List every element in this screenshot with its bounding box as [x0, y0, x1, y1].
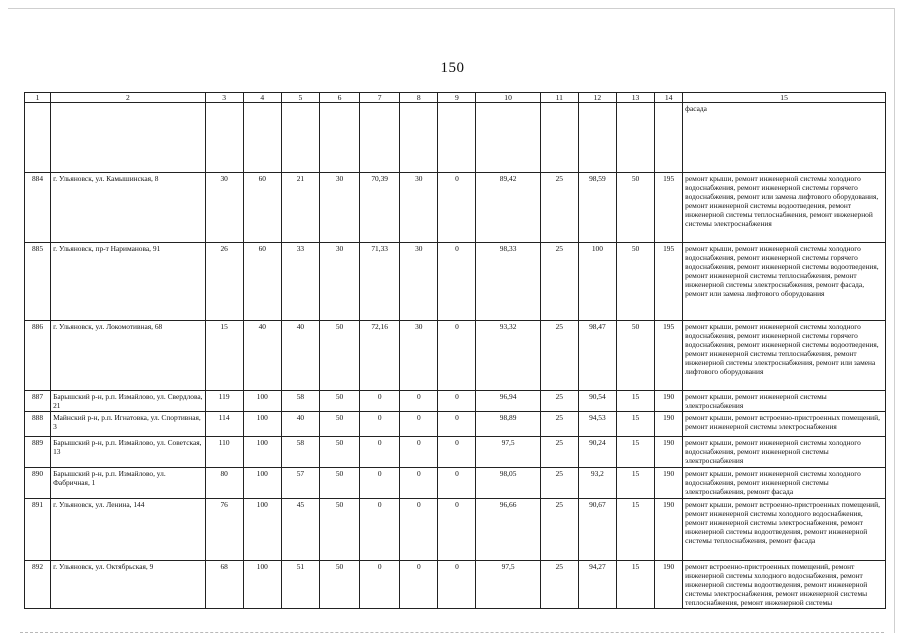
value-cell: 25: [540, 243, 578, 321]
value-cell: 94,53: [578, 412, 616, 437]
value-cell: 50: [319, 561, 359, 609]
value-cell: 96,94: [476, 391, 540, 412]
value-cell: 80: [205, 468, 243, 499]
value-cell: 100: [243, 468, 281, 499]
value-cell: 71,33: [360, 243, 400, 321]
row-number-cell: 885: [25, 243, 51, 321]
address-cell: г. Ульяновск, ул. Локомотивная, 68: [51, 321, 206, 391]
table-row: [25, 243, 886, 321]
value-cell: 30: [400, 173, 438, 243]
address-cell: г. Ульяновск, ул. Октябрьская, 9: [51, 561, 206, 609]
value-cell: 0: [360, 499, 400, 561]
value-cell: 0: [360, 412, 400, 437]
value-cell: 98,59: [578, 173, 616, 243]
value-cell: 190: [655, 437, 683, 468]
value-cell: 15: [616, 437, 654, 468]
works-cell: ремонт крыши, ремонт инженерной системы электроснабжения: [683, 391, 886, 412]
value-cell: 190: [655, 412, 683, 437]
value-cell: 40: [281, 412, 319, 437]
value-cell: 50: [319, 499, 359, 561]
value-cell: 57: [281, 468, 319, 499]
value-cell: 100: [578, 243, 616, 321]
value-cell: 93,32: [476, 321, 540, 391]
value-cell: 33: [281, 243, 319, 321]
address-cell: Барышский р-н, р.п. Измайлово, ул. Фабричная, 1: [51, 468, 206, 499]
value-cell: 25: [540, 437, 578, 468]
table-row: [25, 391, 886, 412]
value-cell: 68: [205, 561, 243, 609]
value-cell: 110: [205, 437, 243, 468]
value-cell: 0: [438, 468, 476, 499]
value-cell: 50: [319, 412, 359, 437]
value-cell: 30: [400, 243, 438, 321]
works-cell: ремонт крыши, ремонт инженерной системы холодного водоснабжения, ремонт инженерной системы горячего водоснабжения, ремонт инженерной системы водоотведения, ремонт инженерной системы теплоснабжения, ремонт инженерной системы электроснабжения, ремонт или замена лифтового оборудования: [683, 321, 886, 391]
value-cell: 0: [438, 561, 476, 609]
value-cell: 15: [616, 412, 654, 437]
value-cell: 58: [281, 437, 319, 468]
value-cell: 30: [319, 243, 359, 321]
value-cell: 70,39: [360, 173, 400, 243]
value-cell: 40: [243, 321, 281, 391]
table-row: [25, 437, 886, 468]
value-cell: 100: [243, 412, 281, 437]
value-cell: 0: [438, 243, 476, 321]
column-header: 12: [578, 93, 616, 103]
value-cell: 93,2: [578, 468, 616, 499]
value-cell: 0: [400, 499, 438, 561]
value-cell: 89,42: [476, 173, 540, 243]
value-cell: 25: [540, 173, 578, 243]
value-cell: 50: [616, 243, 654, 321]
column-header: 15: [683, 93, 886, 103]
column-header: 10: [476, 93, 540, 103]
value-cell: 100: [243, 499, 281, 561]
value-cell: 50: [319, 437, 359, 468]
address-cell: Барышский р-н, р.п. Измайлово, ул. Советская, 13: [51, 437, 206, 468]
value-cell: 15: [205, 321, 243, 391]
column-header: 5: [281, 93, 319, 103]
value-cell: 90,24: [578, 437, 616, 468]
address-cell: г. Ульяновск, ул. Камышинская, 8: [51, 173, 206, 243]
column-header: 11: [540, 93, 578, 103]
value-cell: 0: [438, 391, 476, 412]
value-cell: 25: [540, 412, 578, 437]
address-cell: Барышский р-н, р.п. Измайлово, ул. Свердлова, 21: [51, 391, 206, 412]
value-cell: 100: [243, 391, 281, 412]
value-cell: 195: [655, 321, 683, 391]
value-cell: 98,05: [476, 468, 540, 499]
bottom-rule: [20, 632, 884, 633]
works-cell: ремонт крыши, ремонт инженерной системы холодного водоснабжения, ремонт инженерной системы горячего водоснабжения, ремонт или замена лифтового оборудования, ремонт инженерной системы водоотведения, ремонт инженерной системы теплоснабжения, ремонт инженерной системы электроснабжения: [683, 173, 886, 243]
value-cell: 190: [655, 468, 683, 499]
carryover-row: [25, 103, 886, 173]
address-cell: Майнский р-н, р.п. Игнатовка, ул. Спортивная, 3: [51, 412, 206, 437]
value-cell: 0: [360, 437, 400, 468]
works-cell: ремонт крыши, ремонт встроенно-пристроенных помещений, ремонт инженерной системы холодного водоснабжения, ремонт инженерной системы электроснабжения, ремонт инженерной системы водоотведения, ремонт инженерной системы теплоснабжения, ремонт фасада: [683, 499, 886, 561]
value-cell: 195: [655, 243, 683, 321]
value-cell: 100: [243, 437, 281, 468]
value-cell: 15: [616, 391, 654, 412]
table-row: [25, 321, 886, 391]
value-cell: 0: [438, 499, 476, 561]
row-number-cell: 886: [25, 321, 51, 391]
value-cell: 0: [438, 412, 476, 437]
column-header: 14: [655, 93, 683, 103]
value-cell: 90,54: [578, 391, 616, 412]
column-header: 1: [25, 93, 51, 103]
column-header: 3: [205, 93, 243, 103]
table-row: [25, 561, 886, 609]
value-cell: 25: [540, 391, 578, 412]
works-cell: ремонт встроенно-пристроенных помещений, ремонт инженерной системы холодного водоснабжения, ремонт инженерной системы водоотведения, ремонт инженерной системы электроснабжения, ремонт инженерной системы теплоснабжения, ремонт инженерной системы: [683, 561, 886, 609]
value-cell: 195: [655, 173, 683, 243]
value-cell: 30: [319, 173, 359, 243]
value-cell: 25: [540, 321, 578, 391]
value-cell: 97,5: [476, 561, 540, 609]
value-cell: 190: [655, 499, 683, 561]
value-cell: 0: [400, 437, 438, 468]
data-table: [24, 92, 886, 609]
column-header: 13: [616, 93, 654, 103]
row-number-cell: 884: [25, 173, 51, 243]
table-row: [25, 412, 886, 437]
value-cell: 190: [655, 561, 683, 609]
value-cell: 25: [540, 499, 578, 561]
value-cell: 25: [540, 468, 578, 499]
table-row: [25, 499, 886, 561]
value-cell: 60: [243, 173, 281, 243]
value-cell: 50: [319, 321, 359, 391]
row-number-cell: 888: [25, 412, 51, 437]
value-cell: 94,27: [578, 561, 616, 609]
value-cell: 30: [205, 173, 243, 243]
value-cell: 0: [360, 561, 400, 609]
row-number-cell: 887: [25, 391, 51, 412]
value-cell: 50: [319, 468, 359, 499]
works-cell: ремонт крыши, ремонт инженерной системы холодного водоснабжения, ремонт инженерной системы электроснабжения: [683, 437, 886, 468]
value-cell: 0: [438, 173, 476, 243]
value-cell: 0: [360, 468, 400, 499]
value-cell: 50: [319, 391, 359, 412]
works-cell: ремонт крыши, ремонт встроенно-пристроенных помещений, ремонт инженерной системы электроснабжения: [683, 412, 886, 437]
address-cell: г. Ульяновск, пр-т Нариманова, 91: [51, 243, 206, 321]
value-cell: 58: [281, 391, 319, 412]
value-cell: 0: [438, 321, 476, 391]
value-cell: 30: [400, 321, 438, 391]
value-cell: 15: [616, 561, 654, 609]
column-header: 9: [438, 93, 476, 103]
column-header: 4: [243, 93, 281, 103]
value-cell: 97,5: [476, 437, 540, 468]
value-cell: 90,67: [578, 499, 616, 561]
works-cell: ремонт крыши, ремонт инженерной системы холодного водоснабжения, ремонт инженерной системы горячего водоснабжения, ремонт инженерной системы водоотведения, ремонт инженерной системы теплоснабжения, ремонт инженерной системы электроснабжения, ремонт фасада, ремонт или замена лифтового оборудования: [683, 243, 886, 321]
value-cell: 40: [281, 321, 319, 391]
value-cell: 0: [400, 468, 438, 499]
value-cell: 45: [281, 499, 319, 561]
value-cell: 98,33: [476, 243, 540, 321]
column-header: 2: [51, 93, 206, 103]
value-cell: 100: [243, 561, 281, 609]
value-cell: 60: [243, 243, 281, 321]
table-row: [25, 468, 886, 499]
value-cell: 0: [360, 391, 400, 412]
address-cell: г. Ульяновск, ул. Ленина, 144: [51, 499, 206, 561]
value-cell: 50: [616, 173, 654, 243]
value-cell: 98,47: [578, 321, 616, 391]
value-cell: 114: [205, 412, 243, 437]
value-cell: 51: [281, 561, 319, 609]
value-cell: 190: [655, 391, 683, 412]
column-number-row: [25, 93, 886, 103]
row-number-cell: 891: [25, 499, 51, 561]
value-cell: 0: [400, 391, 438, 412]
value-cell: 0: [400, 561, 438, 609]
value-cell: 0: [400, 412, 438, 437]
value-cell: 15: [616, 499, 654, 561]
value-cell: 25: [540, 561, 578, 609]
value-cell: 119: [205, 391, 243, 412]
row-number-cell: 892: [25, 561, 51, 609]
carryover-text: фасада: [683, 103, 886, 173]
row-number-cell: 890: [25, 468, 51, 499]
value-cell: 26: [205, 243, 243, 321]
column-header: 7: [360, 93, 400, 103]
page-number: 150: [440, 60, 465, 76]
column-header: 6: [319, 93, 359, 103]
table-row: [25, 173, 886, 243]
value-cell: 98,89: [476, 412, 540, 437]
value-cell: 21: [281, 173, 319, 243]
value-cell: 76: [205, 499, 243, 561]
value-cell: 0: [438, 437, 476, 468]
value-cell: 72,16: [360, 321, 400, 391]
value-cell: 15: [616, 468, 654, 499]
value-cell: 96,66: [476, 499, 540, 561]
row-number-cell: 889: [25, 437, 51, 468]
works-cell: ремонт крыши, ремонт инженерной системы холодного водоснабжения, ремонт инженерной системы электроснабжения, ремонт фасада: [683, 468, 886, 499]
column-header: 8: [400, 93, 438, 103]
value-cell: 50: [616, 321, 654, 391]
